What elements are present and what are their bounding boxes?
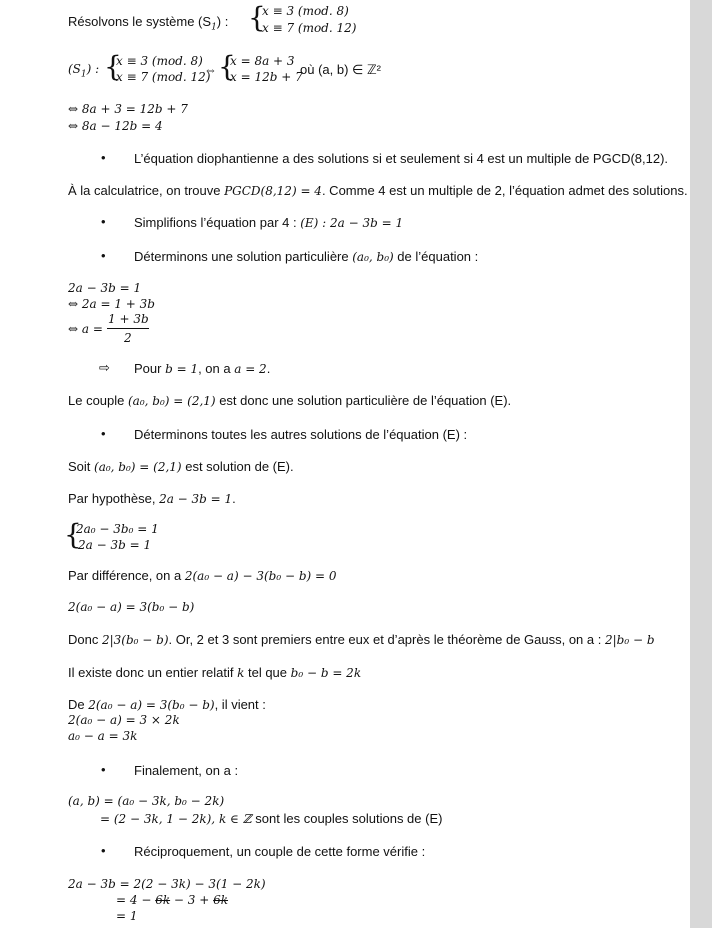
equation-line: = 4 − 6k − 3 + 6k bbox=[116, 893, 229, 907]
system-eq-1: x = 8a + 3 bbox=[230, 54, 295, 68]
system-eq-2: 2a − 3b = 1 bbox=[78, 538, 152, 552]
equation-line: ⇔ 8a + 3 = 12b + 7 bbox=[68, 102, 188, 116]
bullet-text: Déterminons toutes les autres solutions de l’équation (E) : bbox=[134, 427, 468, 442]
equation-line: = 1 bbox=[116, 909, 138, 923]
paragraph: Donc 2|3(b₀ − b). Or, 2 et 3 sont premiers entre eux et d’après le théorème de Gauss, on a : 2|b₀ − b bbox=[68, 632, 655, 647]
equation-line: (a, b) = (a₀ − 3k, b₀ − 2k) bbox=[68, 794, 225, 808]
bullet: • bbox=[101, 248, 106, 263]
equation-line: a₀ − a = 3k bbox=[68, 729, 138, 743]
fraction-denominator: 2 bbox=[124, 331, 132, 345]
bullet-text: Réciproquement, un couple de cette forme vérifie : bbox=[134, 844, 426, 859]
where-text: où (a, b) ∈ ℤ² bbox=[300, 62, 381, 77]
system-eq-1: x ≡ 3 (mod. 8) bbox=[262, 4, 349, 18]
bullet-text: Déterminons une solution particulière (a₀, b₀) de l’équation : bbox=[134, 249, 479, 264]
paragraph: Par différence, on a 2(a₀ − a) − 3(b₀ − b) = 0 bbox=[68, 568, 337, 583]
system-brace: { bbox=[104, 50, 122, 83]
system-eq-2: x = 12b + 7 bbox=[230, 70, 303, 84]
bullet-text: Simplifions l’équation par 4 : (E) : 2a − 3b = 1 bbox=[134, 215, 404, 230]
system-eq-2: x ≡ 7 (mod. 12) bbox=[262, 21, 357, 35]
equation-line: ⇔ 2a = 1 + 3b bbox=[68, 297, 155, 311]
bullet: • bbox=[101, 426, 106, 441]
paragraph: De 2(a₀ − a) = 3(b₀ − b), il vient : bbox=[68, 697, 266, 712]
system-brace: { bbox=[218, 50, 236, 83]
intro-line: Résolvons le système $(S_1)$ : bbox=[68, 14, 229, 33]
paragraph: Soit (a₀, b₀) = (2,1) est solution de (E). bbox=[68, 459, 294, 474]
fraction-numerator: 1 + 3b bbox=[108, 312, 149, 326]
bullet: • bbox=[101, 150, 106, 165]
system-eq-1: 2a₀ − 3b₀ = 1 bbox=[76, 522, 159, 536]
s1-label: $(S_1)$ : bbox=[68, 62, 100, 80]
system-brace: { bbox=[248, 1, 266, 34]
system-eq-2: x ≡ 7 (mod. 12) bbox=[116, 70, 211, 84]
paragraph: Il existe donc un entier relatif k tel que b₀ − b = 2k bbox=[68, 665, 362, 680]
bullet: • bbox=[101, 214, 106, 229]
equiv-arrow: ⇔ bbox=[204, 62, 217, 77]
fraction-bar bbox=[107, 328, 149, 329]
bullet-text: Finalement, on a : bbox=[134, 763, 239, 778]
window-edge bbox=[690, 0, 712, 928]
bullet: • bbox=[101, 762, 106, 777]
equation-line: ⇔ 8a − 12b = 4 bbox=[68, 119, 163, 133]
equation-line: ⇔ a = bbox=[68, 322, 103, 336]
system-eq-1: x ≡ 3 (mod. 8) bbox=[116, 54, 203, 68]
equation-line: 2a − 3b = 1 bbox=[68, 281, 142, 295]
paragraph: Par hypothèse, 2a − 3b = 1. bbox=[68, 491, 236, 506]
paragraph: Le couple (a₀, b₀) = (2,1) est donc une solution particulière de l’équation (E). bbox=[68, 393, 512, 408]
arrow-icon: ⇨ bbox=[99, 360, 110, 375]
bullet: • bbox=[101, 843, 106, 858]
arrow-item-text: Pour b = 1, on a a = 2. bbox=[134, 361, 271, 376]
paragraph: À la calculatrice, on trouve PGCD(8,12) = 4. Comme 4 est un multiple de 2, l’équation admet des solutions. bbox=[68, 183, 688, 198]
equation-line: 2(a₀ − a) = 3(b₀ − b) bbox=[68, 600, 195, 614]
equation-line: 2a − 3b = 2(2 − 3k) − 3(1 − 2k) bbox=[68, 877, 266, 891]
equation-line: 2(a₀ − a) = 3 × 2k bbox=[68, 713, 180, 727]
bullet-text: L’équation diophantienne a des solutions si et seulement si 4 est un multiple de PGCD(8,12). bbox=[134, 151, 669, 166]
equation-line: = (2 − 3k, 1 − 2k), k ∈ ℤ sont les couples solutions de (E) bbox=[100, 811, 443, 826]
system-brace: { bbox=[64, 518, 82, 551]
